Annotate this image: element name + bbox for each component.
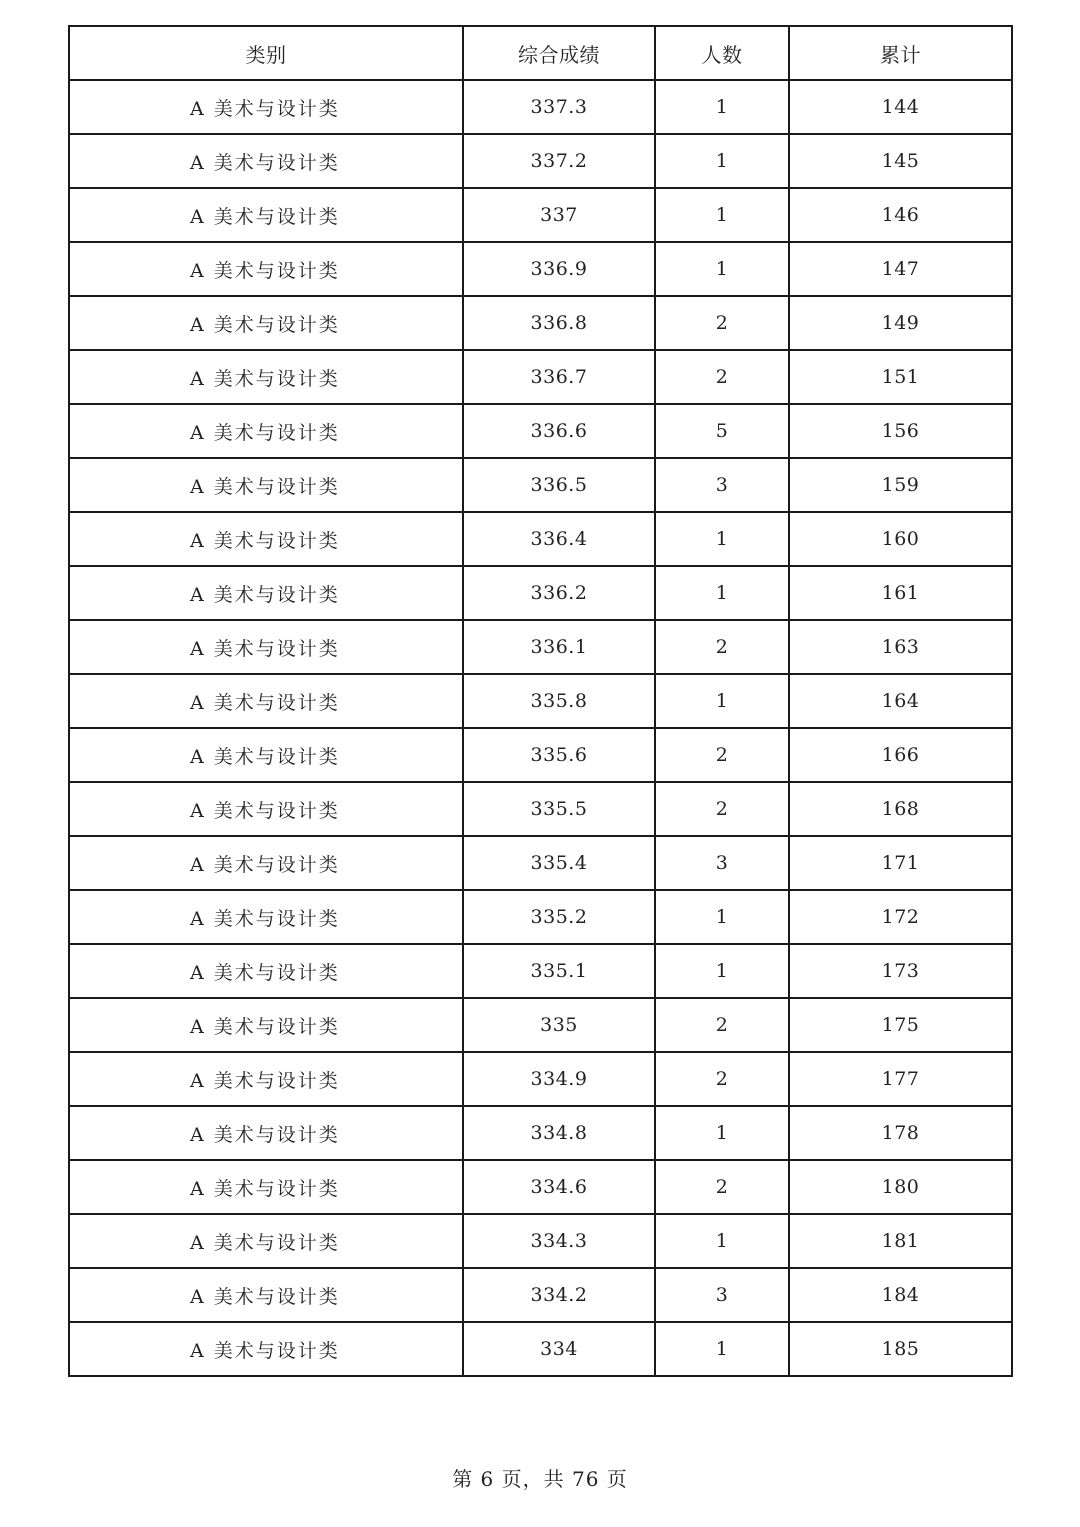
cell-category: A 美术与设计类 — [69, 944, 463, 998]
cell-cumulative: 184 — [789, 1268, 1012, 1322]
cell-count: 2 — [655, 1052, 789, 1106]
cell-cumulative: 180 — [789, 1160, 1012, 1214]
header-row — [69, 26, 1012, 80]
cell-category: A 美术与设计类 — [69, 458, 463, 512]
table-row — [69, 80, 1012, 134]
cell-category: A 美术与设计类 — [69, 404, 463, 458]
cell-count: 2 — [655, 350, 789, 404]
cell-score: 337.2 — [463, 134, 655, 188]
score-table — [68, 25, 1013, 1377]
cell-cumulative: 177 — [789, 1052, 1012, 1106]
cell-category: A 美术与设计类 — [69, 674, 463, 728]
cell-cumulative: 164 — [789, 674, 1012, 728]
cell-category: A 美术与设计类 — [69, 1160, 463, 1214]
cell-cumulative: 185 — [789, 1322, 1012, 1376]
table-row — [69, 1214, 1012, 1268]
cell-count: 5 — [655, 404, 789, 458]
cell-count: 1 — [655, 188, 789, 242]
cell-category: A 美术与设计类 — [69, 1322, 463, 1376]
cell-count: 2 — [655, 620, 789, 674]
cell-score: 335.4 — [463, 836, 655, 890]
table-row — [69, 566, 1012, 620]
cell-score: 336.9 — [463, 242, 655, 296]
cell-cumulative: 172 — [789, 890, 1012, 944]
cell-score: 335 — [463, 998, 655, 1052]
cell-score: 335.2 — [463, 890, 655, 944]
cell-count: 1 — [655, 566, 789, 620]
cell-cumulative: 166 — [789, 728, 1012, 782]
cell-cumulative: 151 — [789, 350, 1012, 404]
cell-count: 3 — [655, 836, 789, 890]
cell-cumulative: 163 — [789, 620, 1012, 674]
cell-score: 336.6 — [463, 404, 655, 458]
cell-count: 3 — [655, 1268, 789, 1322]
table-row — [69, 134, 1012, 188]
header-count: 人数 — [655, 26, 789, 80]
cell-score: 336.1 — [463, 620, 655, 674]
cell-score: 334.3 — [463, 1214, 655, 1268]
cell-category: A 美术与设计类 — [69, 80, 463, 134]
table-row — [69, 296, 1012, 350]
cell-cumulative: 178 — [789, 1106, 1012, 1160]
cell-category: A 美术与设计类 — [69, 1106, 463, 1160]
cell-cumulative: 147 — [789, 242, 1012, 296]
cell-score: 335.6 — [463, 728, 655, 782]
cell-category: A 美术与设计类 — [69, 782, 463, 836]
cell-cumulative: 149 — [789, 296, 1012, 350]
cell-cumulative: 168 — [789, 782, 1012, 836]
cell-cumulative: 181 — [789, 1214, 1012, 1268]
cell-score: 335.1 — [463, 944, 655, 998]
table-row — [69, 674, 1012, 728]
table-row — [69, 1106, 1012, 1160]
cell-score: 336.4 — [463, 512, 655, 566]
cell-cumulative: 145 — [789, 134, 1012, 188]
cell-count: 2 — [655, 728, 789, 782]
cell-category: A 美术与设计类 — [69, 728, 463, 782]
table-row — [69, 1268, 1012, 1322]
cell-cumulative: 161 — [789, 566, 1012, 620]
header-category: 类别 — [69, 26, 463, 80]
header-cumulative: 累计 — [789, 26, 1012, 80]
cell-score: 336.2 — [463, 566, 655, 620]
cell-score: 334.8 — [463, 1106, 655, 1160]
table-row — [69, 1322, 1012, 1376]
cell-cumulative: 173 — [789, 944, 1012, 998]
cell-score: 334.9 — [463, 1052, 655, 1106]
cell-cumulative: 160 — [789, 512, 1012, 566]
cell-category: A 美术与设计类 — [69, 1268, 463, 1322]
cell-category: A 美术与设计类 — [69, 242, 463, 296]
table-row — [69, 890, 1012, 944]
cell-score: 337 — [463, 188, 655, 242]
cell-category: A 美术与设计类 — [69, 350, 463, 404]
cell-count: 3 — [655, 458, 789, 512]
cell-count: 1 — [655, 674, 789, 728]
cell-score: 337.3 — [463, 80, 655, 134]
cell-count: 1 — [655, 242, 789, 296]
cell-count: 2 — [655, 782, 789, 836]
cell-category: A 美术与设计类 — [69, 1214, 463, 1268]
table-row — [69, 620, 1012, 674]
cell-score: 336.5 — [463, 458, 655, 512]
cell-cumulative: 171 — [789, 836, 1012, 890]
cell-count: 2 — [655, 296, 789, 350]
header-score: 综合成绩 — [463, 26, 655, 80]
table-row — [69, 944, 1012, 998]
table-row — [69, 998, 1012, 1052]
cell-category: A 美术与设计类 — [69, 566, 463, 620]
cell-score: 334.2 — [463, 1268, 655, 1322]
cell-category: A 美术与设计类 — [69, 620, 463, 674]
cell-count: 1 — [655, 944, 789, 998]
cell-category: A 美术与设计类 — [69, 512, 463, 566]
cell-score: 336.8 — [463, 296, 655, 350]
cell-category: A 美术与设计类 — [69, 134, 463, 188]
cell-count: 1 — [655, 512, 789, 566]
cell-cumulative: 175 — [789, 998, 1012, 1052]
table-row — [69, 1052, 1012, 1106]
cell-score: 334.6 — [463, 1160, 655, 1214]
cell-count: 2 — [655, 998, 789, 1052]
table-body — [69, 80, 1012, 1376]
table-header — [69, 26, 1012, 80]
table-row — [69, 350, 1012, 404]
table-row — [69, 782, 1012, 836]
cell-category: A 美术与设计类 — [69, 1052, 463, 1106]
cell-category: A 美术与设计类 — [69, 296, 463, 350]
cell-category: A 美术与设计类 — [69, 998, 463, 1052]
cell-count: 1 — [655, 80, 789, 134]
cell-count: 1 — [655, 134, 789, 188]
table-row — [69, 458, 1012, 512]
cell-cumulative: 146 — [789, 188, 1012, 242]
cell-count: 1 — [655, 1322, 789, 1376]
cell-count: 1 — [655, 1106, 789, 1160]
table-row — [69, 1160, 1012, 1214]
table-row — [69, 404, 1012, 458]
cell-score: 335.8 — [463, 674, 655, 728]
cell-category: A 美术与设计类 — [69, 188, 463, 242]
table-row — [69, 188, 1012, 242]
cell-cumulative: 159 — [789, 458, 1012, 512]
cell-count: 2 — [655, 1160, 789, 1214]
cell-count: 1 — [655, 1214, 789, 1268]
table-row — [69, 242, 1012, 296]
table-row — [69, 728, 1012, 782]
cell-score: 336.7 — [463, 350, 655, 404]
table-row — [69, 836, 1012, 890]
cell-score: 335.5 — [463, 782, 655, 836]
cell-count: 1 — [655, 890, 789, 944]
cell-category: A 美术与设计类 — [69, 836, 463, 890]
table-row — [69, 512, 1012, 566]
cell-score: 334 — [463, 1322, 655, 1376]
cell-category: A 美术与设计类 — [69, 890, 463, 944]
page-number: 第 6 页，共 76 页 — [452, 1467, 628, 1491]
cell-cumulative: 156 — [789, 404, 1012, 458]
cell-cumulative: 144 — [789, 80, 1012, 134]
